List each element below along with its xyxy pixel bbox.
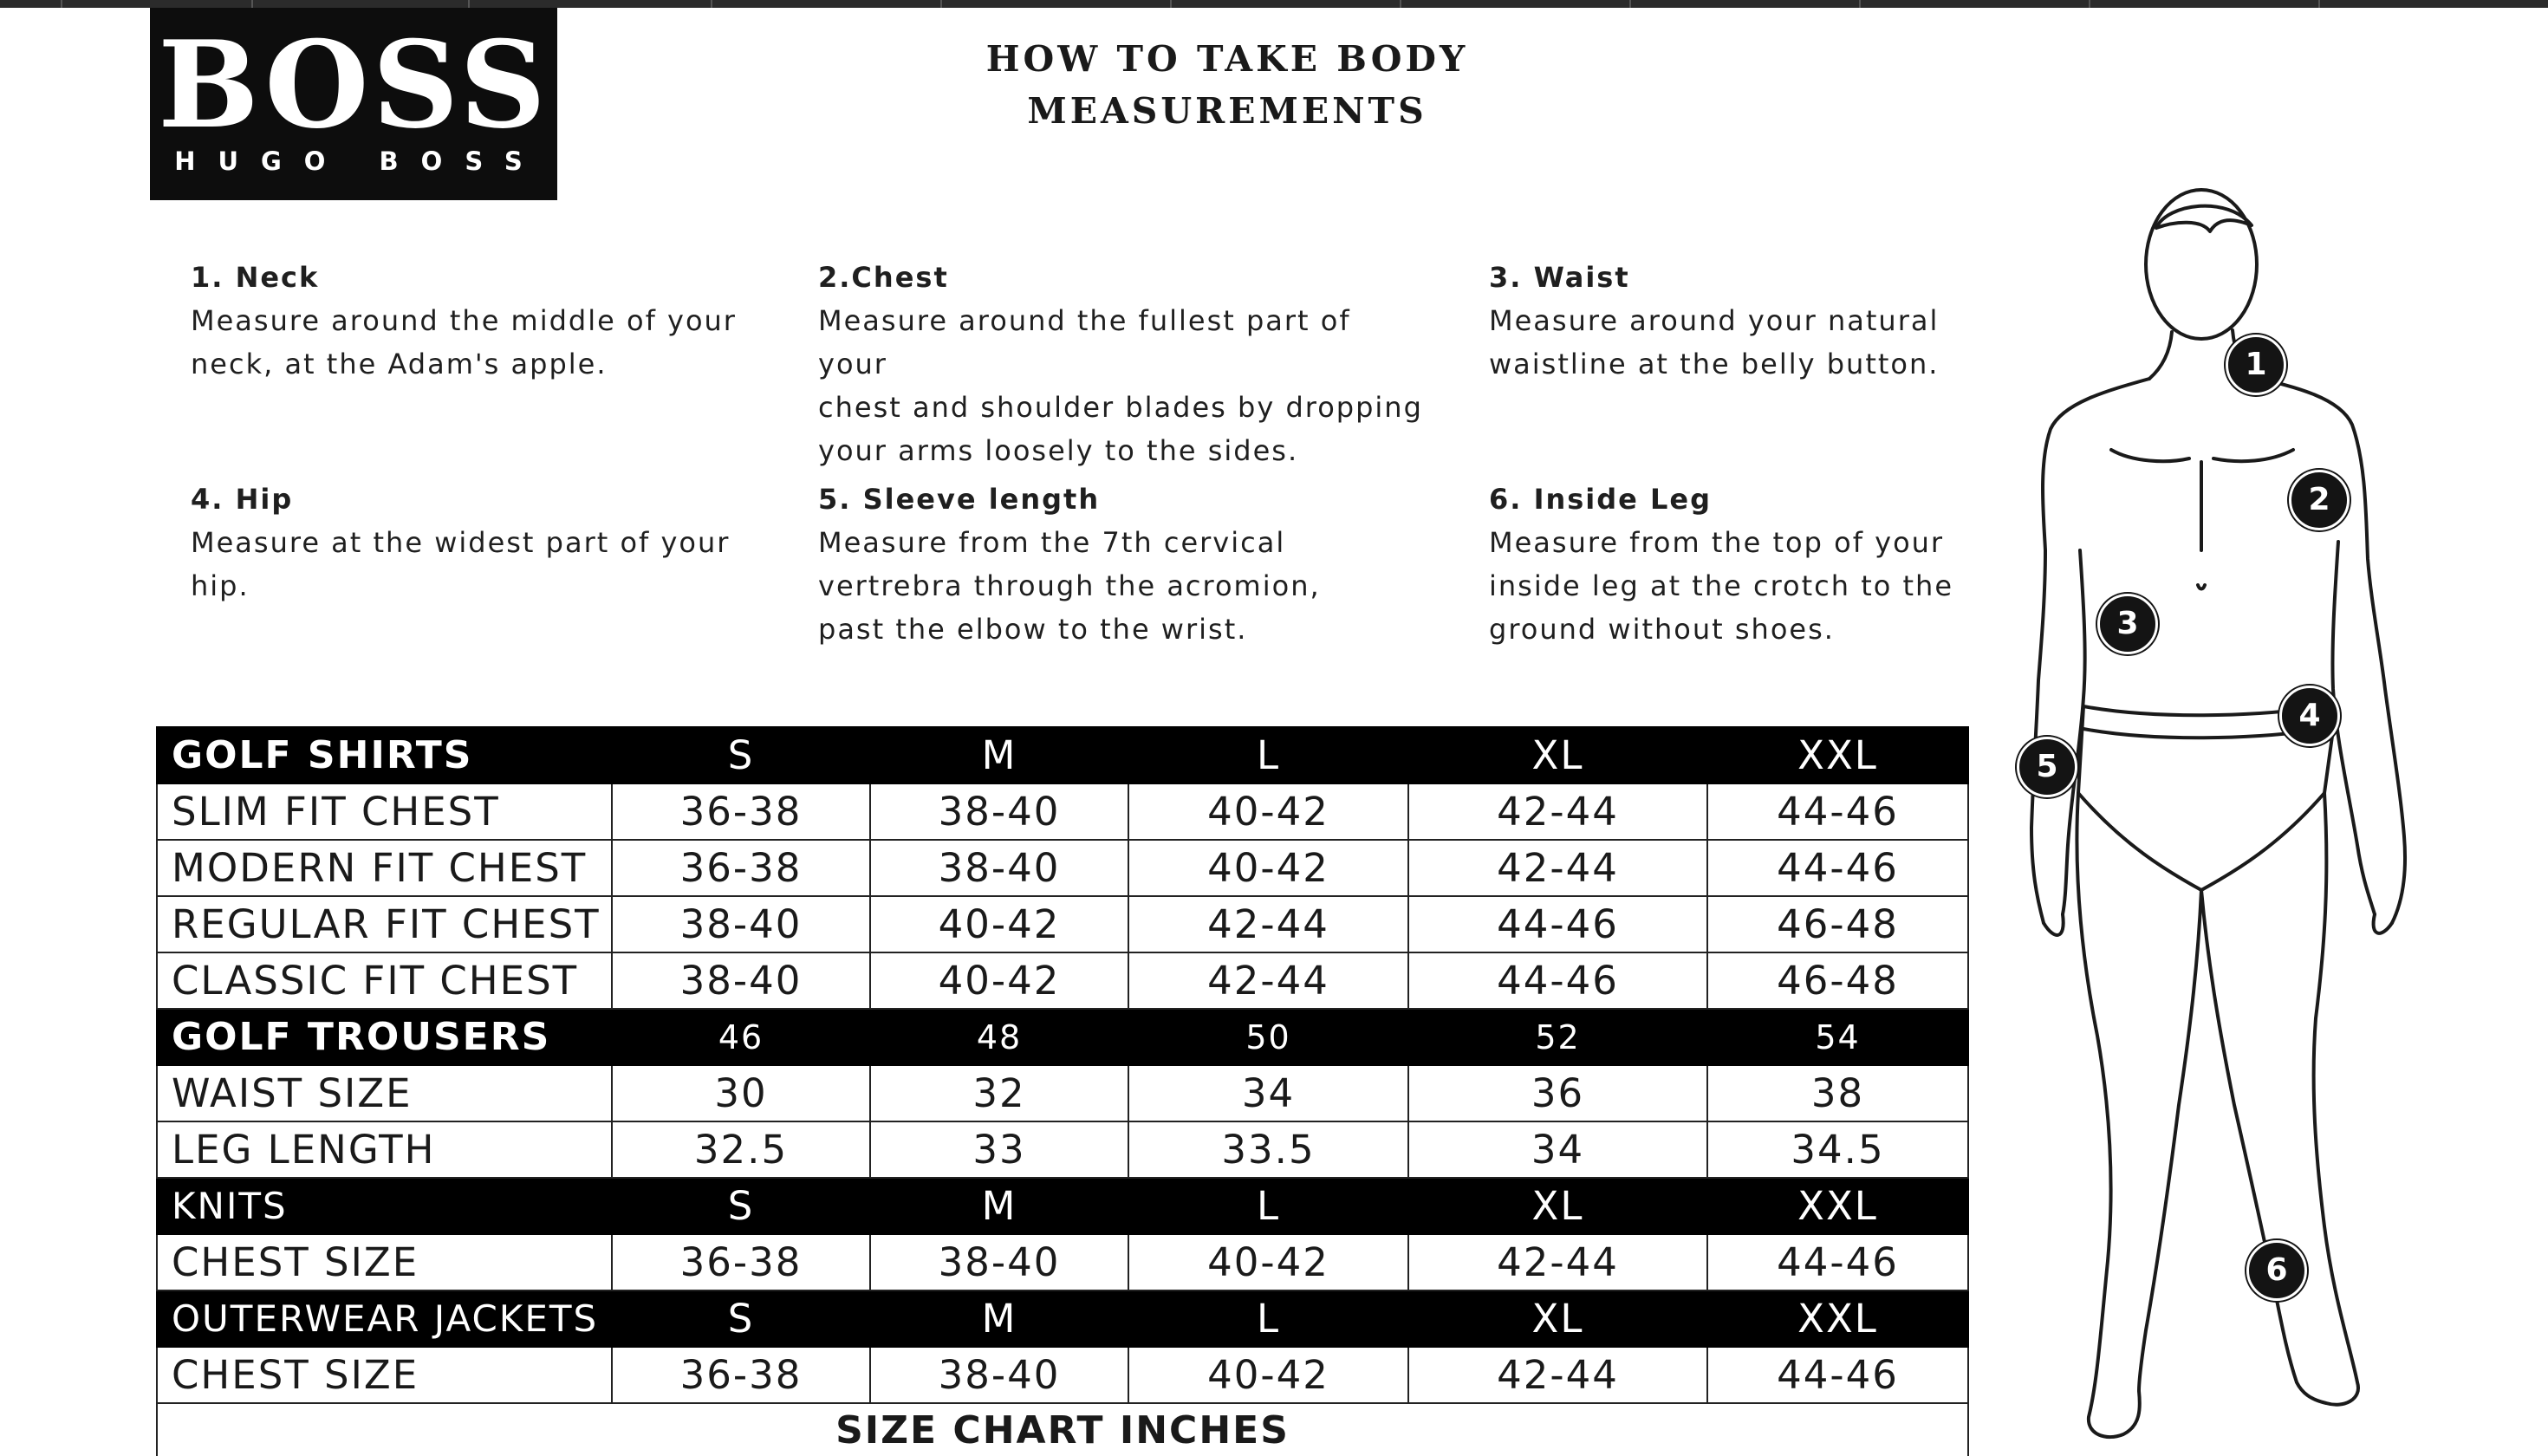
instruction-line: Measure from the top of your [1489,526,1945,559]
table-cell: 33 [870,1121,1128,1178]
table-row [157,1234,1968,1290]
table-cell: 40-42 [870,896,1128,952]
table-cell: 36-38 [612,783,870,840]
instruction-line: chest and shoulder blades by dropping [818,391,1423,424]
instruction-chest [818,256,1425,472]
table-cell: 42-44 [1408,783,1707,840]
category-label: GOLF SHIRTS [157,727,612,783]
size-header-cell: M [870,1178,1128,1234]
instruction-neck [191,256,797,386]
row-label: CHEST SIZE [157,1234,612,1290]
table-cell: 40-42 [1128,783,1408,840]
instruction-hip [191,478,797,608]
table-cell: 44-46 [1707,783,1968,840]
table-header-row-golf-shirts [157,727,1968,783]
size-header-cell: 46 [612,1009,870,1065]
table-cell: 33.5 [1128,1121,1408,1178]
table-cell: 42-44 [1408,1347,1707,1403]
instruction-heading: 1. Neck [191,261,320,294]
row-label: CHEST SIZE [157,1347,612,1403]
instruction-line: Measure around the fullest part of your [818,304,1351,380]
table-cell: 44-46 [1408,952,1707,1009]
table-cell: 36-38 [612,1234,870,1290]
table-cell: 42-44 [1408,1234,1707,1290]
instruction-heading: 5. Sleeve length [818,483,1101,516]
row-label: MODERN FIT CHEST [157,840,612,896]
table-cell: 44-46 [1408,896,1707,952]
size-header-cell: XL [1408,727,1707,783]
row-label: WAIST SIZE [157,1065,612,1121]
table-cell: 40-42 [1128,840,1408,896]
instruction-line: Measure from the 7th cervical [818,526,1286,559]
table-row [157,840,1968,896]
marker-4-hip: 4 [2279,686,2340,746]
row-label: LEG LENGTH [157,1121,612,1178]
table-cell: 40-42 [870,952,1128,1009]
size-header-cell: XL [1408,1290,1707,1347]
instruction-waist [1489,256,1974,386]
size-header-cell: S [612,1290,870,1347]
row-label: SLIM FIT CHEST [157,783,612,840]
marker-2-chest: 2 [2289,470,2350,530]
instruction-inside-leg [1489,478,1974,651]
table-cell: 36-38 [612,840,870,896]
marker-1-neck: 1 [2226,335,2286,395]
table-row [157,896,1968,952]
size-header-cell: 48 [870,1009,1128,1065]
table-row [157,783,1968,840]
instruction-line: waistline at the belly button. [1489,348,1940,380]
category-label: GOLF TROUSERS [157,1009,612,1065]
table-cell: 38-40 [870,1347,1128,1403]
table-cell: 44-46 [1707,1234,1968,1290]
table-cell: 38-40 [612,896,870,952]
table-cell: 38-40 [870,1234,1128,1290]
instruction-line: Measure around the middle of your [191,304,737,337]
table-cell: 40-42 [1128,1347,1408,1403]
category-label: OUTERWEAR JACKETS [157,1290,612,1347]
instruction-line: hip. [191,569,250,602]
table-cell: 38-40 [870,840,1128,896]
size-header-cell: L [1128,727,1408,783]
table-cell: 34.5 [1707,1121,1968,1178]
body-outline-figure [1993,186,2427,1453]
size-header-cell: 50 [1128,1009,1408,1065]
size-chart-table [156,726,1969,1456]
instruction-line: past the elbow to the wrist. [818,613,1248,646]
table-cell: 42-44 [1408,840,1707,896]
table-row [157,1121,1968,1178]
logo-subbrand: HUGO BOSS [174,146,545,176]
table-row [157,1347,1968,1403]
size-header-cell: XL [1408,1178,1707,1234]
logo-brand: BOSS [158,14,549,155]
table-cell: 42-44 [1128,952,1408,1009]
size-header-cell: M [870,1290,1128,1347]
table-footer-row [157,1403,1968,1456]
table-cell: 36-38 [612,1347,870,1403]
marker-3-waist: 3 [2097,594,2158,654]
table-cell: 36 [1408,1065,1707,1121]
table-cell: 34 [1128,1065,1408,1121]
instruction-line: neck, at the Adam's apple. [191,348,608,380]
table-header-row-knits [157,1178,1968,1234]
instruction-sleeve-length [818,478,1425,651]
instruction-line: inside leg at the crotch to the [1489,569,1954,602]
table-cell: 46-48 [1707,952,1968,1009]
top-dark-bar [0,0,2548,8]
instruction-heading: 2.Chest [818,261,949,294]
table-cell: 32.5 [612,1121,870,1178]
table-cell: 38-40 [612,952,870,1009]
table-cell: 34 [1408,1121,1707,1178]
size-header-cell: S [612,727,870,783]
hugo-boss-logo [150,8,557,200]
size-header-cell: XXL [1707,1178,1968,1234]
instruction-heading: 6. Inside Leg [1489,483,1713,516]
instruction-line: vertrebra through the acromion, [818,569,1321,602]
instruction-line: Measure around your natural [1489,304,1940,337]
table-cell: 32 [870,1065,1128,1121]
table-header-row-outerwear-jackets [157,1290,1968,1347]
instruction-line: ground without shoes. [1489,613,1835,646]
marker-6-inside-leg: 6 [2246,1240,2307,1301]
page-title-line-1: HOW TO TAKE BODY [985,38,1469,80]
size-header-cell: L [1128,1178,1408,1234]
instruction-line: your arms loosely to the sides. [818,434,1299,467]
marker-5-sleeve: 5 [2017,737,2077,797]
size-header-cell: L [1128,1290,1408,1347]
size-header-cell: M [870,727,1128,783]
table-row [157,1065,1968,1121]
instruction-heading: 3. Waist [1489,261,1630,294]
table-cell: 42-44 [1128,896,1408,952]
table-cell: 40-42 [1128,1234,1408,1290]
row-label: CLASSIC FIT CHEST [157,952,612,1009]
table-cell: 30 [612,1065,870,1121]
size-header-cell: XXL [1707,727,1968,783]
size-chart-caption: SIZE CHART INCHES [157,1403,1968,1456]
table-cell: 44-46 [1707,1347,1968,1403]
table-cell: 46-48 [1707,896,1968,952]
table-header-row-golf-trousers [157,1009,1968,1065]
size-header-cell: S [612,1178,870,1234]
body-outline-icon [1993,186,2427,1453]
row-label: REGULAR FIT CHEST [157,896,612,952]
page-title-line-2: MEASUREMENTS [1027,90,1427,132]
size-header-cell: 54 [1707,1009,1968,1065]
table-cell: 44-46 [1707,840,1968,896]
instruction-heading: 4. Hip [191,483,294,516]
size-header-cell: 52 [1408,1009,1707,1065]
instruction-line: Measure at the widest part of your [191,526,731,559]
table-cell: 38-40 [870,783,1128,840]
size-header-cell: XXL [1707,1290,1968,1347]
table-cell: 38 [1707,1065,1968,1121]
category-label: KNITS [157,1178,612,1234]
table-row [157,952,1968,1009]
page-title [867,33,1588,137]
